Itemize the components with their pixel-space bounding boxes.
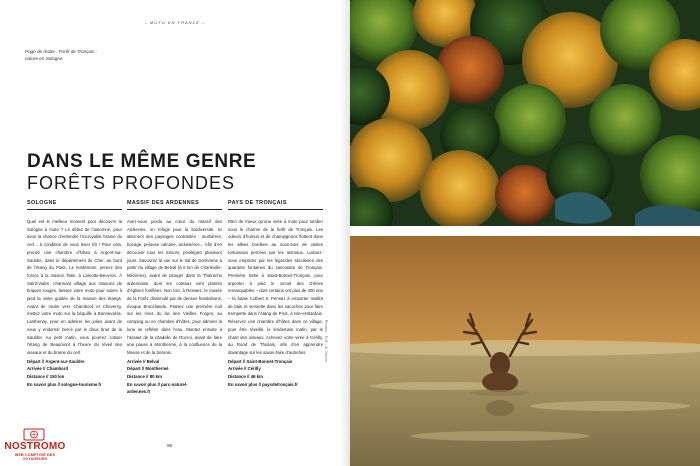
fact-row xyxy=(228,373,323,381)
fact-label: Départ // xyxy=(228,358,246,364)
spine-shadow xyxy=(340,0,350,466)
fact-value: paysdetronçais.fr xyxy=(262,381,298,387)
photo-caption xyxy=(25,48,115,62)
fact-value: Saint-Bonnet-Tronçais xyxy=(246,358,293,364)
fact-label: En savoir plus // xyxy=(127,381,160,387)
fact-row xyxy=(228,365,323,373)
caption-line-1: Page de droite : Forêt de Tronçais : xyxy=(25,49,97,54)
photo-credit: Photos : D.R., A. Nottin xyxy=(324,320,328,363)
fact-row xyxy=(228,358,323,366)
photo-gap xyxy=(350,226,700,236)
route-facts xyxy=(27,358,122,389)
fact-row xyxy=(127,381,222,389)
logo-name: NOSTROMO xyxy=(4,441,66,452)
fact-label: Distance // xyxy=(127,374,149,380)
fact-value: Monthermé xyxy=(145,366,169,372)
running-head: – MOTO EN FRANCE – xyxy=(144,20,206,25)
fact-value: Belval xyxy=(146,358,160,364)
autumn-forest-aerial-photo xyxy=(350,0,700,226)
fact-row xyxy=(127,365,222,373)
column-sologne xyxy=(27,200,122,388)
column-title: MASSIF DES ARDENNES xyxy=(127,200,222,210)
fact-label: Distance // xyxy=(27,374,49,380)
column-troncais xyxy=(228,200,323,388)
column-title: PAYS DE TRONÇAIS xyxy=(228,200,323,210)
fact-row xyxy=(27,358,122,366)
fact-label: Arrivée // xyxy=(228,366,247,372)
stag-in-water-photo xyxy=(350,236,700,466)
fact-row xyxy=(127,373,222,381)
column-body: Avez-vous perdu au cœur du massif des Ardennes, un refuge pour la biodiversité. Ici alternent des paysages contrastés : tourbières, bocage, pelouse calcaire, ardoisières... Afin d’en découvrir tous les trésors, privilégiez plusieurs jours. Savourez la vue sur le Val de Sormonne à partir du village de Belval (à 6 km de Charleville-Mézières), avant de plonger dans la Thiérache ardennaise, dont les coteaux sont plantés d’églises fortifiées. Non loin, à Renwez, le musée de la Forêt, dissimulé par de denses frondaisons, évoque Brocéliande. Passez une première nuit sur les rives du lac des Vieilles Forges, au camping ou en chambre d’hôtes, pour admirer la lune se refléter dans l’eau. Montez ensuite à l’assaut de la citadelle de Rocroi, avant de faire une pause à Monthermé, à la confluence de la Meuse et de la Semois. xyxy=(127,219,222,355)
forest-photo-illustration xyxy=(350,0,700,226)
fact-value: 46 km xyxy=(250,374,263,380)
fact-label: Arrivée // xyxy=(127,358,146,364)
fact-row xyxy=(27,381,122,389)
fact-label: En savoir plus // xyxy=(228,381,261,387)
fact-value: 150 km xyxy=(49,374,65,380)
route-facts xyxy=(228,358,323,389)
fact-label: Arrivée // xyxy=(27,366,46,372)
logo-badge-icon xyxy=(23,428,45,441)
fact-row xyxy=(127,388,222,396)
page-number: 98 xyxy=(167,443,173,448)
fact-row xyxy=(127,358,222,366)
fact-value: Cérilly xyxy=(247,366,261,372)
fact-value: Chambord xyxy=(46,366,69,372)
fact-label: En savoir plus // xyxy=(27,381,60,387)
fact-row xyxy=(27,373,122,381)
stag-photo-illustration xyxy=(350,236,700,466)
route-facts xyxy=(127,358,222,397)
fact-label: Distance // xyxy=(228,374,250,380)
fact-row xyxy=(27,365,122,373)
fact-value: sologne-tourisme.fr xyxy=(61,381,102,387)
fact-row xyxy=(228,381,323,389)
fact-label: Départ // xyxy=(127,366,145,372)
column-body: Rien de mieux qu’une virée à moto pour tomber sous le charme de la forêt de Tronçais. Les odeurs d’humus et de champignons flottent dans les allées bordées au sous-bois de vastes tortueuses percées par les animaux. Laissez-vous emporter par les légendes séculaires des quarante fontaines du sanctuaire de Tronçais. Première halte à Saint-Bonnet-Tronçais, pour arpenter à pied le circuit des chênes remarquables – dont certains ont plus de 400 ans – la futaie Colbert II. Pensez à emporter maillot de bain et serviette dans les sacoches pour faire trempette dans l’étang de Pirot, à Isle-et-Bardais. Réservez une chambre d’hôtes dans ce village, pour être réveillé, le lendemain matin, par le chant des oiseaux. Achevez votre virée à Cérilly, au Rond de Thiolais, afin d’en apprendre davantage sur les savoir-faire d’autrefois. xyxy=(228,219,323,355)
logo-tagline: WEB COMPTOIR DES VOYAGEURS xyxy=(14,453,56,461)
fact-value: parc-naturel- xyxy=(161,381,188,387)
column-body: Quel est le meilleur moment pour découvrir la Sologne à moto ? Le début de l’automne, pour avoir la chance d’entendre l’incroyable brame du cerf... à condition de vous lever tôt ! Pour cela, prenez une chambre d’hôtes à Argent-sur-Sauldre, dans le département du Cher, au bord de l’étang du Puits. Le lendemain, prenez des forces à la maison Tatin, à Lamotte-Beuvron. À Saint-Viatre, charmant village aux maisons de briques rouges, laissez votre moto pour suivre à pied la visite guidée de la maison des étangs. Avant de rouler vers Chambord et Cheverny, mettez votre moto sur la béquille à Bonneval-la-Lanthenay, pour en admirer les jolies avant de vous y endormir bercé par le doux bruit de la Sauldre. Au petit matin, vous pourrez cotiser l’étang de Beaumont à l’heure du réveil des oiseaux et du brame du cerf. xyxy=(27,219,122,355)
fact-label: Départ // xyxy=(27,358,45,364)
caption-line-2: nature en Sologne xyxy=(25,56,63,61)
page-subtitle: FORÊTS PROFONDES xyxy=(27,173,236,193)
fact-value: ardennes.fr xyxy=(127,389,151,395)
page-title: DANS LE MÊME GENRE xyxy=(27,151,257,172)
fact-value: 80 km xyxy=(149,374,162,380)
column-ardennes xyxy=(127,200,222,396)
fact-value: Argent-sur-Sauldre xyxy=(45,358,85,364)
column-title: SOLOGNE xyxy=(27,200,122,210)
nostromo-logo xyxy=(3,428,67,462)
